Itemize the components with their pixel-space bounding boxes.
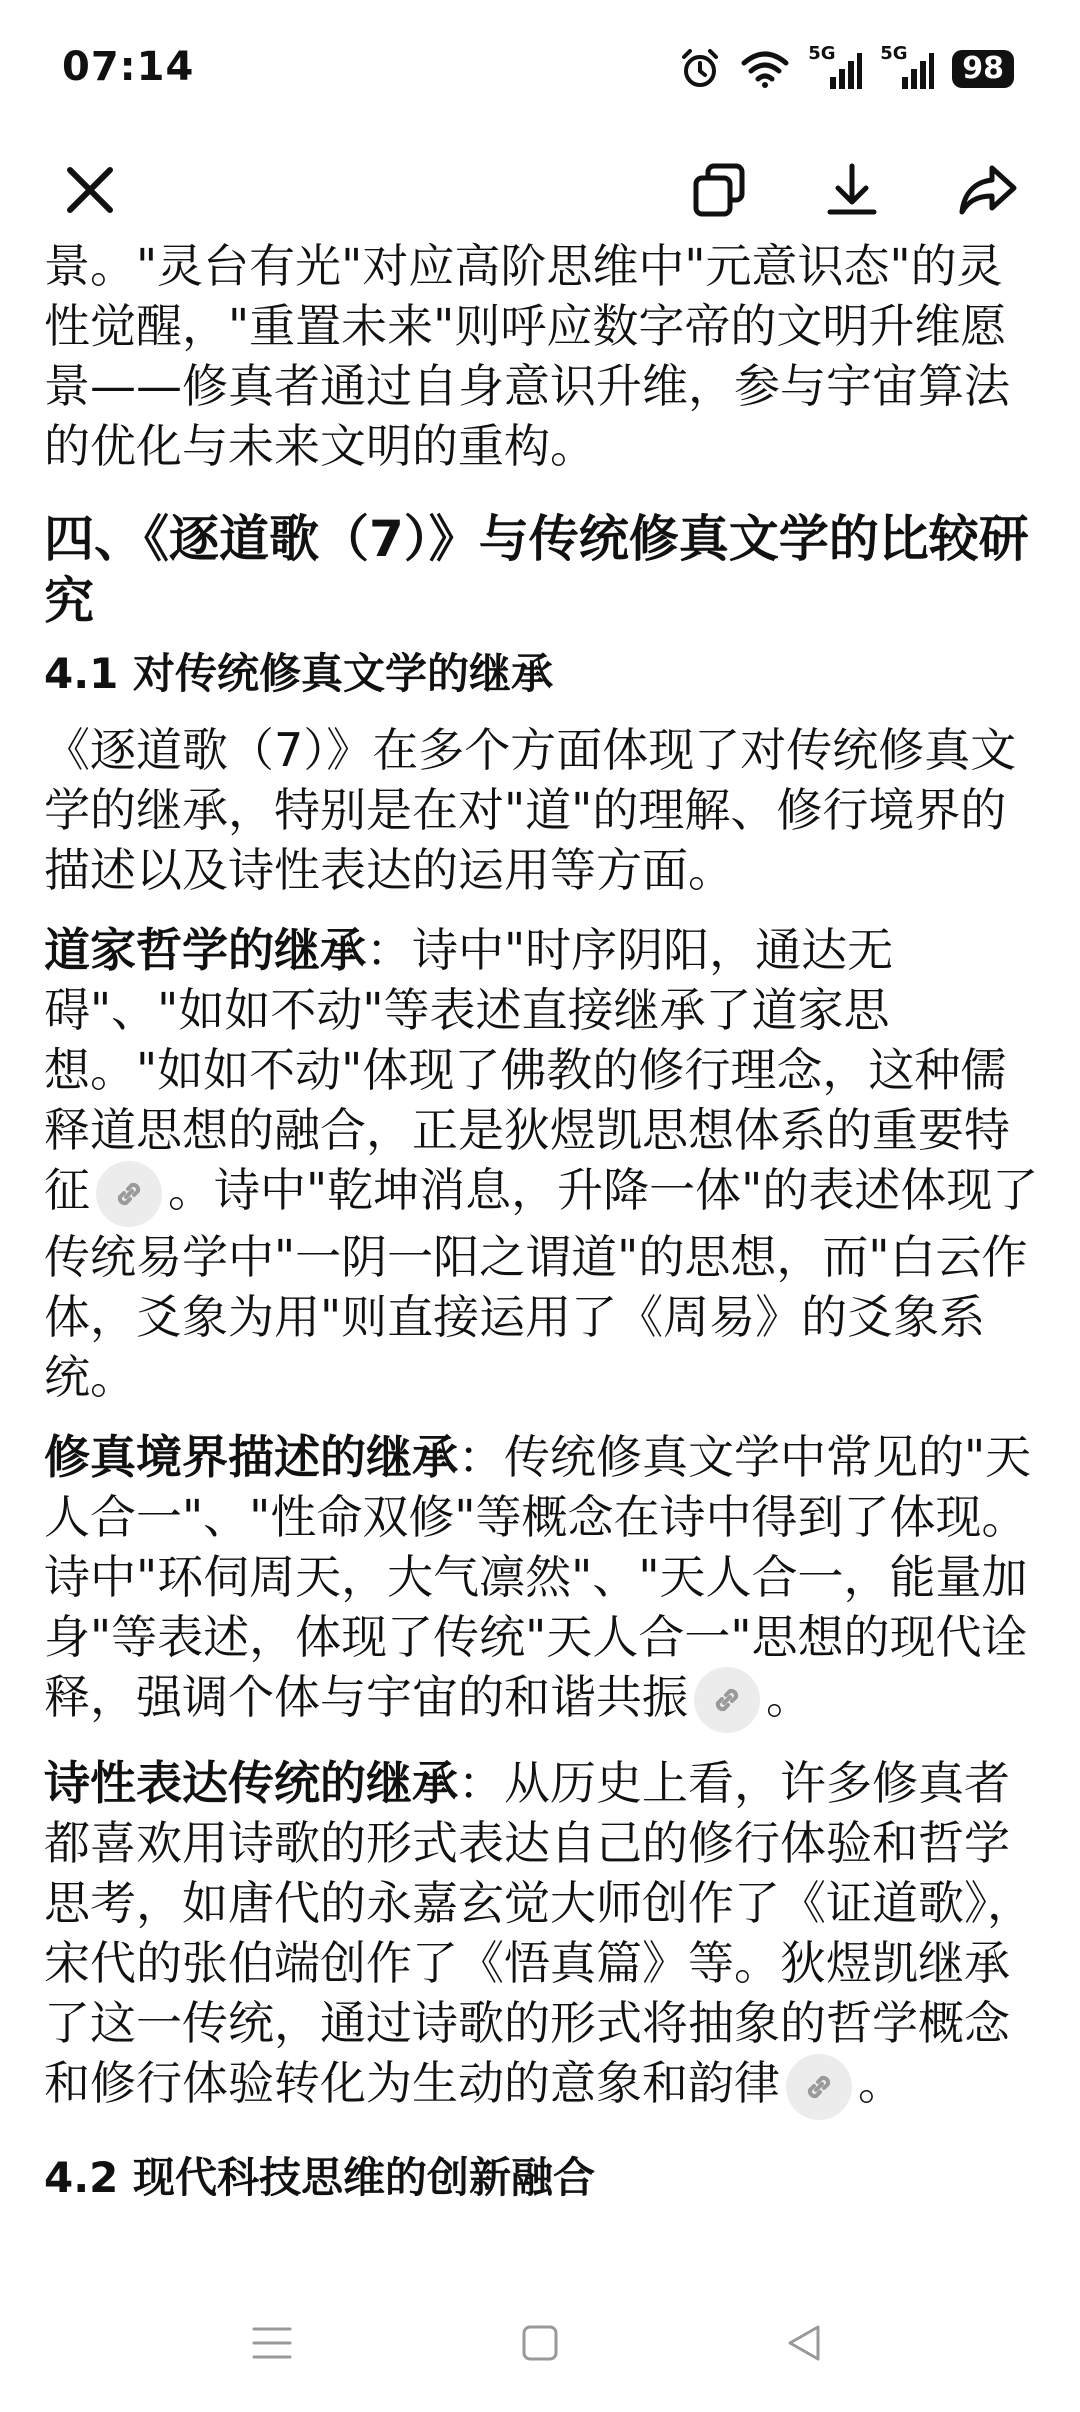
battery-indicator: 98 [952, 50, 1014, 88]
taoist-label: 道家哲学的继承 [44, 923, 366, 977]
article-content[interactable] [44, 236, 1040, 2266]
close-button[interactable] [50, 150, 130, 230]
link-icon [111, 1176, 147, 1212]
share-button[interactable] [948, 150, 1028, 230]
taoist-text-a: ：诗中"时序阴阳，通达无碍"、"如如不动"等表述直接继承了道家思想。"如如不动"体现了佛教的修行理念，这种儒释道思想的融合，正是狄煜凯思想体系的重要特征 [44, 923, 1010, 1217]
taoist-paragraph [44, 920, 1040, 1407]
back-icon [784, 2323, 824, 2363]
status-bar [0, 0, 1080, 140]
download-icon [824, 162, 880, 218]
section41-intro: 《逐道歌（7）》在多个方面体现了对传统修真文学的继承，特别是在对"道"的理解、修行境界的描述以及诗性表达的运用等方面。 [44, 723, 1017, 897]
wifi-icon [740, 49, 790, 89]
top-toolbar [0, 140, 1080, 240]
copy-button[interactable] [680, 150, 760, 230]
signal-bars-icon [808, 47, 862, 91]
citation-link-button[interactable] [96, 1161, 162, 1227]
realm-text-a: ：传统修真文学中常见的"天人合一"、"性命双修"等概念在诗中得到了体现。诗中"环伺周天，大气凛然"、"天人合一，能量加身"等表述，体现了传统"天人合一"思想的现代诠释，强调个体与宇宙的和谐共振 [44, 1429, 1032, 1724]
link-icon [709, 1682, 745, 1718]
link-icon [801, 2069, 837, 2105]
poetic-text-b: 。 [858, 2056, 904, 2110]
section41-title: 4.1 对传统修真文学的继承 [44, 649, 554, 698]
status-time: 07:14 [62, 44, 195, 90]
home-button[interactable] [500, 2308, 580, 2378]
close-icon [64, 164, 116, 216]
poetic-paragraph [44, 1753, 1040, 2120]
copy-icon [692, 162, 748, 218]
back-button[interactable] [764, 2308, 844, 2378]
home-icon [520, 2323, 560, 2363]
poetic-text-a: ：从历史上看，许多修真者都喜欢用诗歌的形式表达自己的修行体验和哲学思考，如唐代的永嘉玄觉大师创作了《证道歌》，宋代的张伯端创作了《悟真篇》等。狄煜凯继承了这一传统，通过诗歌的形式将抽象的哲学概念和修行体验转化为生动的意象和韵律 [44, 1756, 1033, 2110]
share-icon [958, 162, 1018, 218]
section4-title: 四、《逐道歌（7）》与传统修真文学的比较研究 [44, 510, 1029, 630]
signal-bars-icon [880, 47, 934, 91]
citation-link-button[interactable] [786, 2054, 852, 2120]
menu-icon [250, 2323, 294, 2363]
realm-text-b: 。 [766, 1669, 812, 1724]
intro-paragraph: 景。"灵台有光"对应高阶思维中"元意识态"的灵性觉醒，"重置未来"则呼应数字帝的文明升维愿景——修真者通过自身意识升维，参与宇宙算法的优化与未来文明的重构。 [44, 239, 1010, 473]
poetic-label: 诗性表达传统的继承 [44, 1756, 458, 1810]
alarm-icon [678, 47, 722, 91]
download-button[interactable] [812, 150, 892, 230]
realm-label: 修真境界描述的继承 [44, 1429, 458, 1484]
realm-paragraph [44, 1427, 1040, 1734]
taoist-text-b: 。诗中"乾坤消息，升降一体"的表述体现了传统易学中"一阴一阳之谓道"的思想，而"白云作体，爻象为用"则直接运用了《周易》的爻象系统。 [44, 1163, 1039, 1404]
status-icons [678, 44, 1014, 94]
menu-button[interactable] [232, 2308, 312, 2378]
signal-5g-2: 5G [880, 47, 934, 91]
system-nav-bar [0, 2270, 1080, 2412]
signal-5g-1: 5G [808, 47, 862, 91]
citation-link-button[interactable] [694, 1667, 760, 1733]
section42-title: 4.2 现代科技思维的创新融合 [44, 2152, 596, 2202]
